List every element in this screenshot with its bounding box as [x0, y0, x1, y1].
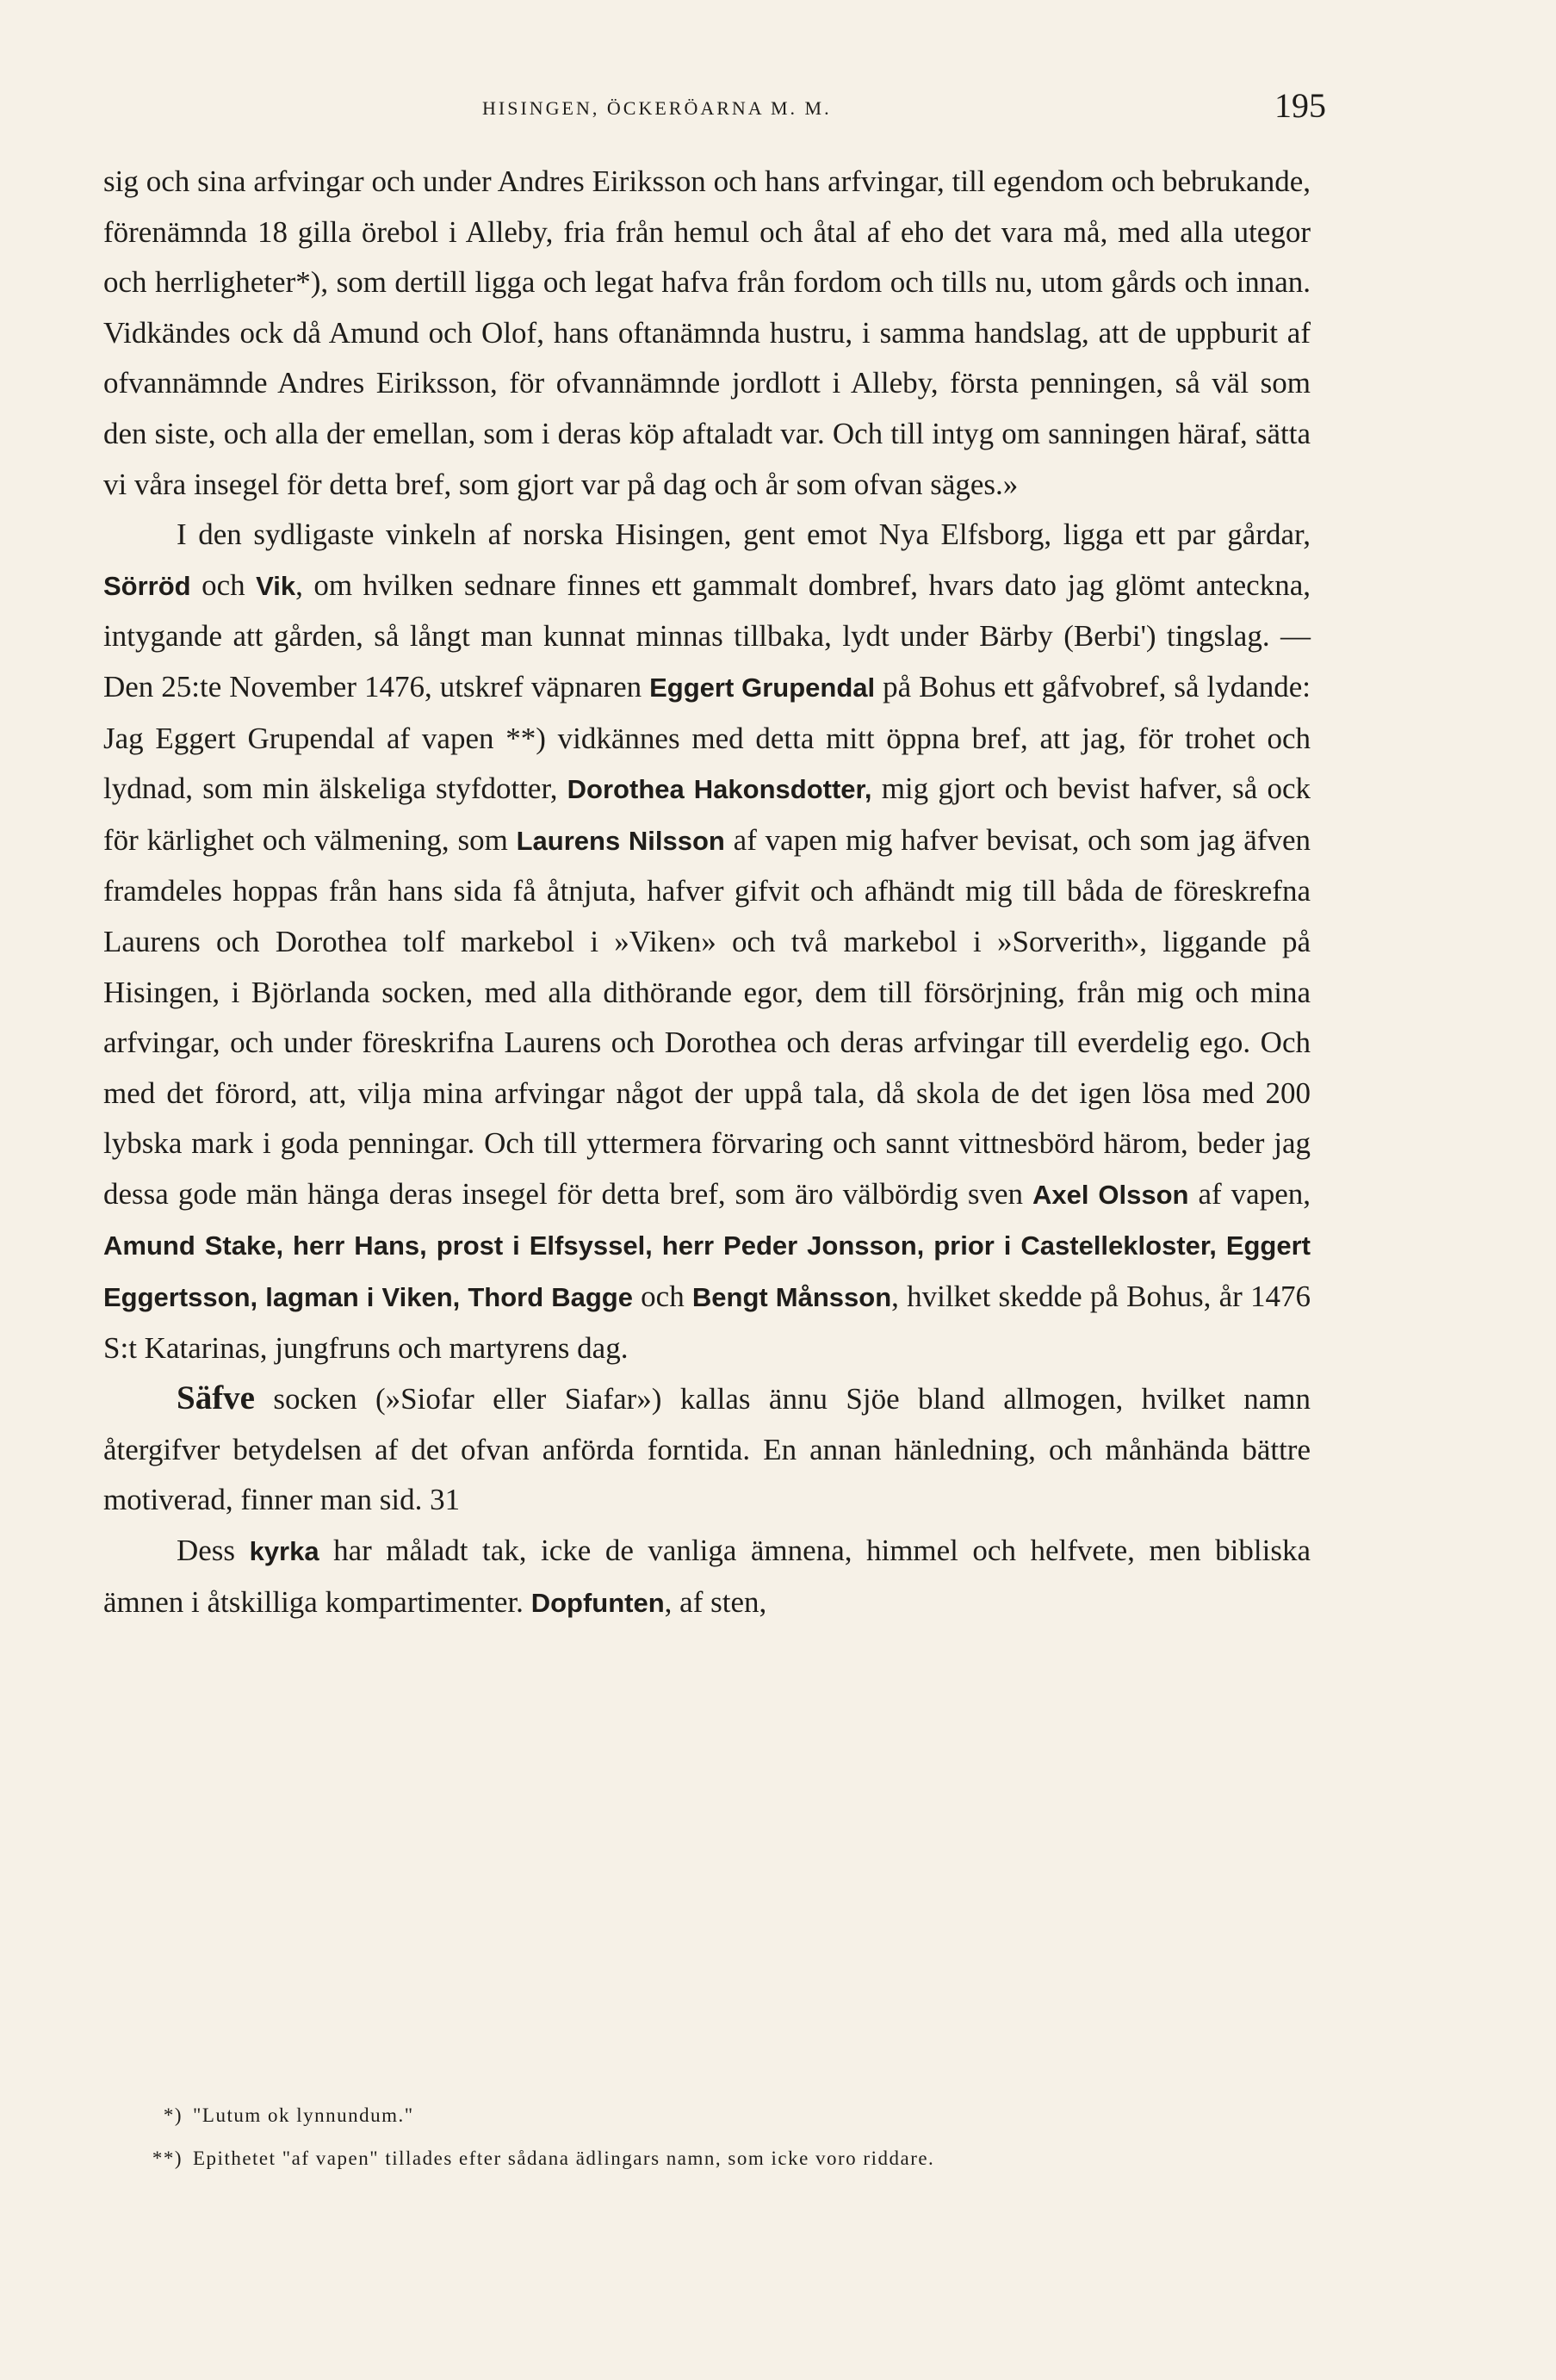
paragraph-kyrka: Dess kyrka har måladt tak, icke de vanliga ämnena, himmel och helfvete, men bibliska ämnen i åtskilliga kompartimenter. Dopfunten, af sten, — [103, 1534, 1311, 1619]
footnote — [103, 2094, 1311, 2137]
place-name-sorrod: Sörröd — [103, 570, 191, 601]
footnote-text: Epithetet "af vapen" tillades efter sådana ädlingars namn, som icke voro riddare. — [193, 2148, 935, 2169]
page-number: 195 — [1274, 86, 1326, 125]
page-header — [103, 86, 1326, 142]
footnote-mark: *) — [163, 2104, 183, 2126]
footnote-text: "Lutum ok lynnundum." — [193, 2104, 414, 2126]
person-name-dorothea: Dorothea Hakonsdotter, — [567, 774, 872, 805]
term-kyrka: kyrka — [249, 1536, 319, 1567]
person-name-axel-olsson: Axel Olsson — [1032, 1179, 1189, 1210]
body-text — [103, 157, 1311, 1628]
paragraph-continuation: sig och sina arfvingar och under Andres Eiriksson och hans arfvingar, till egendom och bebrukande, förenämnda 18 gilla örebol i Alleby, fria från hemul och åtal af eho det vara må, med alla utegor och herrligheter*), som dertill ligga och legat hafva från fordom och tills nu, utom gårds och innan. Vidkändes ock då Amund och Olof, hans oftanämnda hustru, i samma handslag, att de uppburit af ofvannämnde Andres Eiriksson, för ofvannämnde jordlott i Alleby, första penningen, så väl som den siste, och alla der emellan, som i deras köp aftaladt var. Och till intyg om sanningen häraf, sätta vi våra insegel för detta bref, som gjort var på dag och år som ofvan säges.» — [103, 164, 1311, 501]
footnote — [103, 2137, 1311, 2180]
person-name-eggert-grupendal: Eggert Grupendal — [649, 672, 876, 703]
witness-names: Amund Stake, herr Hans, prost i Elfsyssel, herr Peder Jonsson, prior i Castellekloster, Eggert Eggertsson, lagman i Viken, Thord Bagge — [103, 1230, 1311, 1313]
person-name-bengt-mansson: Bengt Månsson — [691, 1282, 892, 1313]
paragraph-safve: Säfve socken (»Siofar eller Siafar») kallas ännu Sjöe bland allmogen, hvilket namn återgifver betydelsen af det ofvan anförda forntida. En annan hänledning, och månhända bättre motiverad, finner man sid. 31 — [103, 1379, 1311, 1517]
place-name-vik: Vik — [256, 570, 296, 601]
paragraph-sorrod-vik: I den sydligaste vinkeln af norska Hisingen, gent emot Nya Elfsborg, ligga ett par gårdar, Sörröd och Vik, om hvilken sednare finnes ett gammalt dombref, hvars dato jag glömt anteckna, intygande att gården, så långt man kunnat minnas tillbaka, lydt under Bärby (Berbi') tingslag. — Den 25:te November 1476, utskref väpnaren Eggert Grupendal på Bohus ett gåfvobref, så lydande: Jag Eggert Grupendal af vapen **) vidkännes med detta mitt öppna bref, att jag, för trohet och lydnad, som min älskeliga styfdotter, Dorothea Hakonsdotter, mig gjort och bevist hafver, så ock för kärlighet och välmening, som Laurens Nilsson af vapen mig hafver bevisat, och som jag äfven framdeles hoppas från hans sida få åtnjuta, hafver gifvit och afhändt mig till båda de föreskrefna Laurens och Dorothea tolf markebol i »Viken» och två markebol i »Sorverith», liggande på Hisingen, i Björlanda socken, med alla dithörande egor, dem till försörjning, från mig och mina arfvingar, och under föreskrifna Laurens och Dorothea och deras arfvingar till everdelig ego. Och med det förord, att, vilja mina arfvingar något der uppå tala, då skola de det igen lösa med 200 lybska mark i goda penningar. Och till yttermera förvaring och sannt vittnesbörd härom, beder jag dessa gode män hänga deras insegel för detta bref, som äro välbördig sven Axel Olsson af vapen, Amund Stake, herr Hans, prost i Elfsyssel, herr Peder Jonsson, prior i Castellekloster, Eggert Eggertsson, lagman i Viken, Thord Bagge och Bengt Månsson, hvilket skedde på Bohus, år 1476 S:t Katarinas, jungfruns och martyrens dag. — [103, 518, 1311, 1365]
parish-name-safve: Säfve — [177, 1379, 255, 1417]
running-head: HISINGEN, ÖCKERÖARNA M. M. — [482, 97, 832, 119]
footnote-mark: **) — [152, 2148, 183, 2169]
person-name-laurens: Laurens Nilsson — [516, 825, 725, 856]
term-dopfunten: Dopfunten — [530, 1587, 665, 1618]
footnotes — [103, 2094, 1311, 2180]
